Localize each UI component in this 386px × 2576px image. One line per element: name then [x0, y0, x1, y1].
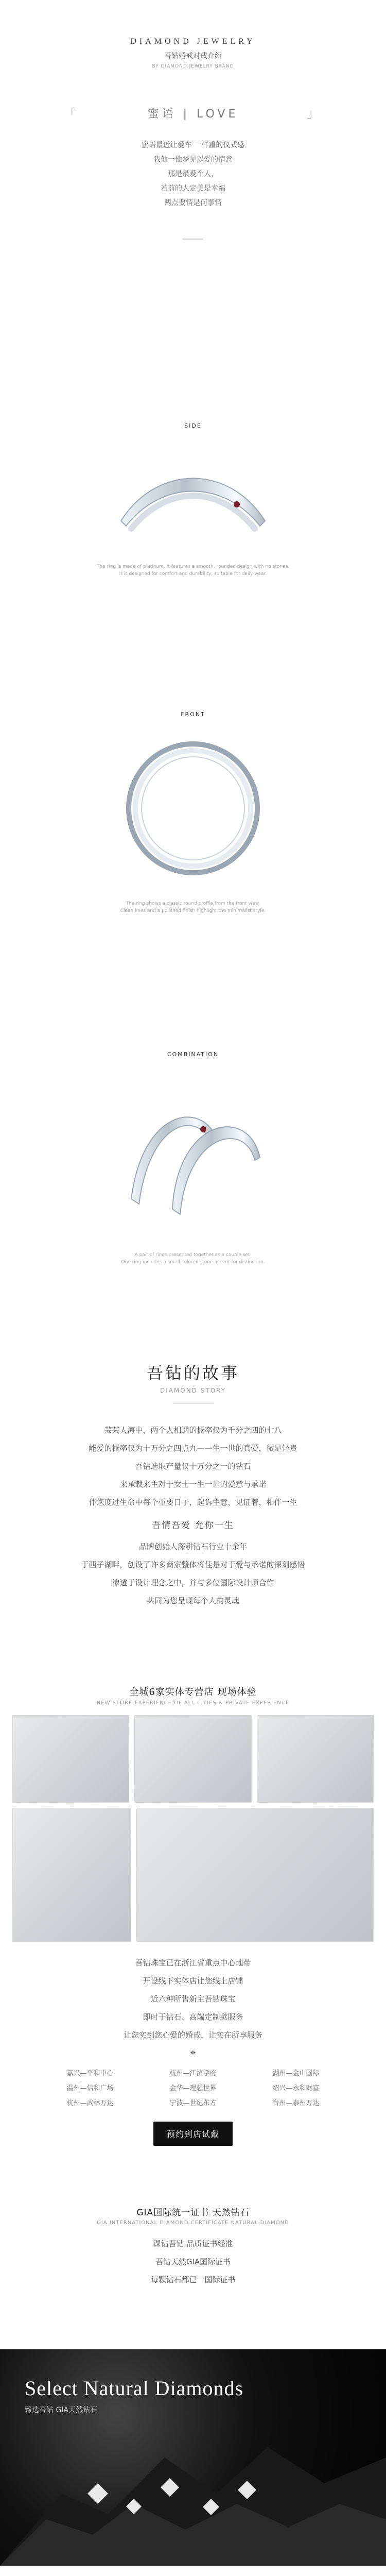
- ring-front-desc-1: The ring shows a classic round profile from the front view.: [126, 901, 260, 906]
- ring-side-desc-1: The ring is made of platinum. It features a smooth, rounded design with no stones.: [96, 564, 290, 569]
- header-title-en: DIAMOND JEWELRY: [130, 37, 256, 46]
- cert-desc-3: 每颗钻石都已一国际证书: [150, 2275, 236, 2284]
- story-p1: 芸芸人海中，两个人相遇的概率仅为千分之四的七八: [104, 1426, 282, 1435]
- city-item-7: 杭州—武林万达: [66, 2099, 114, 2107]
- store-photo-3: [257, 1715, 374, 1803]
- honey-box: [64, 105, 322, 121]
- ring-combination-desc-1: A pair of rings presented together as a couple set.: [134, 1252, 252, 1258]
- city-item-1: 嘉兴—平和中心: [66, 2070, 114, 2077]
- store-photo-2: [134, 1715, 251, 1803]
- city-item-8: 宁波—世纪东方: [169, 2099, 217, 2107]
- lyric-4: 若前的人定美是幸福: [161, 184, 225, 193]
- stone-accent-icon: [200, 1126, 206, 1132]
- story-p2: 能爱的概率仅为十万分之四点九——生一世的真爱，微足轻贵: [89, 1444, 297, 1453]
- ring-combination-label: COMBINATION: [167, 1051, 219, 1058]
- store-section: [0, 1685, 386, 2146]
- story-section: [0, 1360, 386, 1613]
- store-photo-5: [136, 1808, 374, 1942]
- story-emphasis: 吾情吾爱 允你一生: [152, 1520, 234, 1531]
- story-paragraphs-2: [0, 1541, 386, 1606]
- store-desc-5: 让您实到您心爱的婚戒，让实在所享服务: [123, 2030, 262, 2040]
- store-photo-4: [12, 1808, 131, 1942]
- store-desc-1: 吾钻珠宝已在浙江省重点中心地带: [135, 1958, 251, 1968]
- story-p4: 来承载来主对于女士一生一世的爱意与承诺: [119, 1480, 267, 1489]
- story-paragraphs: [0, 1425, 386, 1507]
- store-desc-2: 开设线下实体店让您线上店铺: [143, 1976, 243, 1986]
- story-p5: 伴您度过生命中每个重要日子，起诉主意，见证着，相伴一生: [89, 1498, 297, 1507]
- ring-combination-desc-2: One ring includes a small colored stone accent for distinction.: [121, 1260, 265, 1265]
- ring-side-section: [0, 422, 386, 579]
- story-p8: 渗透于设计理念之中，并与多位国际设计师合作: [112, 1578, 274, 1587]
- store-photo-1: [12, 1715, 129, 1803]
- bracket-left-icon: 「: [64, 108, 79, 121]
- store-cities: [39, 2067, 347, 2107]
- city-item-4: 温州—信和广场: [66, 2084, 114, 2092]
- ring-side-image: [0, 444, 386, 547]
- ring-front-section: [0, 711, 386, 916]
- header-tiny: BY DIAMOND JEWELRY BRAND: [152, 64, 234, 69]
- bracket-right-icon: 」: [307, 108, 322, 121]
- store-desc: [0, 1957, 386, 2040]
- lyric-1: 蜜语最近让爱车 一样重的仪式感: [141, 141, 245, 149]
- ring-combination-desc: [0, 1252, 386, 1265]
- city-item-9: 台州—泰州万达: [272, 2099, 320, 2107]
- story-p3: 吾钻选取产量仅十万分之一的钻石: [135, 1462, 251, 1471]
- ring-combination-section: [0, 1051, 386, 1267]
- city-item-2: 杭州—江滨学府: [169, 2070, 217, 2077]
- header-title-cn: 吾钻婚戒对戒介绍: [164, 52, 222, 60]
- hero-subtitle: 臻选吾钻 GIA天然钻石: [25, 2406, 98, 2414]
- ring-front-desc: [0, 901, 386, 913]
- hero-section: [0, 2349, 386, 2566]
- ring-side-desc-2: It is designed for comfort and durability, suitable for daily wear.: [119, 571, 267, 577]
- ring-side-desc: [0, 564, 386, 577]
- lyric-3: 那是最爱个人，: [168, 170, 218, 178]
- store-photos: [0, 1715, 386, 1803]
- hero-title: Select Natural Diamonds: [25, 2377, 244, 2400]
- store-desc-4: 即时于钻石、高端定制款服务: [143, 2012, 243, 2022]
- ring-front-desc-2: Clean lines and a polished finish highlight the minimalist style.: [120, 908, 266, 913]
- ring-front-svg: [100, 731, 286, 886]
- story-p6: 品牌创始人深耕钻石行业十余年: [138, 1542, 247, 1551]
- hero-graphic: [0, 2349, 386, 2566]
- store-photos-row-2: [0, 1808, 386, 1942]
- story-p7: 于西子湖畔，创设了许多商家整体将佳是对于爱与承诺的深刻感悟: [81, 1560, 305, 1569]
- lyric-5: 两点要情是何事情: [164, 199, 222, 207]
- city-item-6: 绍兴—永和财富: [272, 2084, 320, 2092]
- store-cta: [0, 2122, 386, 2146]
- cert-desc: [0, 2238, 386, 2285]
- ring-front-image: [0, 731, 386, 886]
- story-divider: [172, 1403, 214, 1404]
- cert-desc-1: 课钻吾钻 品质证书经准: [153, 2239, 233, 2248]
- lyric-2: 我他一他梦见以爱的情意: [153, 156, 233, 164]
- stone-icon: [234, 501, 240, 507]
- honey-text: 蜜语 | LOVE: [147, 108, 239, 121]
- city-item-3: 湖州—金山国际: [272, 2070, 320, 2077]
- city-item-5: 金华—理想世界: [169, 2084, 217, 2092]
- store-desc-3: 近六种所售新主吾钻珠宝: [150, 1994, 236, 2004]
- store-title: 全城6家实体专营店 现场体验: [129, 1687, 257, 1698]
- store-pin: [0, 2047, 386, 2058]
- cert-section: [0, 2205, 386, 2292]
- header-section: [0, 37, 386, 240]
- diamond-icon: [87, 2483, 108, 2504]
- story-subtitle: DIAMOND STORY: [160, 1387, 226, 1394]
- book-trial-button[interactable]: 预约到店试戴: [153, 2122, 233, 2146]
- cert-subtitle: GIA INTERNATIONAL DIAMOND CERTIFICATE NATURAL DIAMOND: [97, 2220, 289, 2226]
- ring-combination-svg: [85, 1070, 301, 1240]
- store-subtitle: NEW STORE EXPERIENCE OF ALL CITIES & PRIVATE EXPERIENCE: [96, 1700, 290, 1706]
- cert-desc-2: 吾钻天然GIA国际证书: [155, 2257, 231, 2266]
- ring-combination-image: [0, 1070, 386, 1240]
- header-separator: [183, 239, 203, 240]
- location-pin-icon: ⌖: [190, 2047, 196, 2058]
- story-title: 吾钻的故事: [146, 1363, 239, 1383]
- ring-side-svg: [100, 444, 286, 547]
- ring-side-label: SIDE: [184, 422, 202, 429]
- story-p9: 共同为您呈现每个人的灵魂: [146, 1596, 239, 1605]
- cert-title: GIA国际统一证书 天然钻石: [136, 2208, 250, 2218]
- lyrics: [0, 140, 386, 208]
- ring-front-label: FRONT: [181, 711, 205, 718]
